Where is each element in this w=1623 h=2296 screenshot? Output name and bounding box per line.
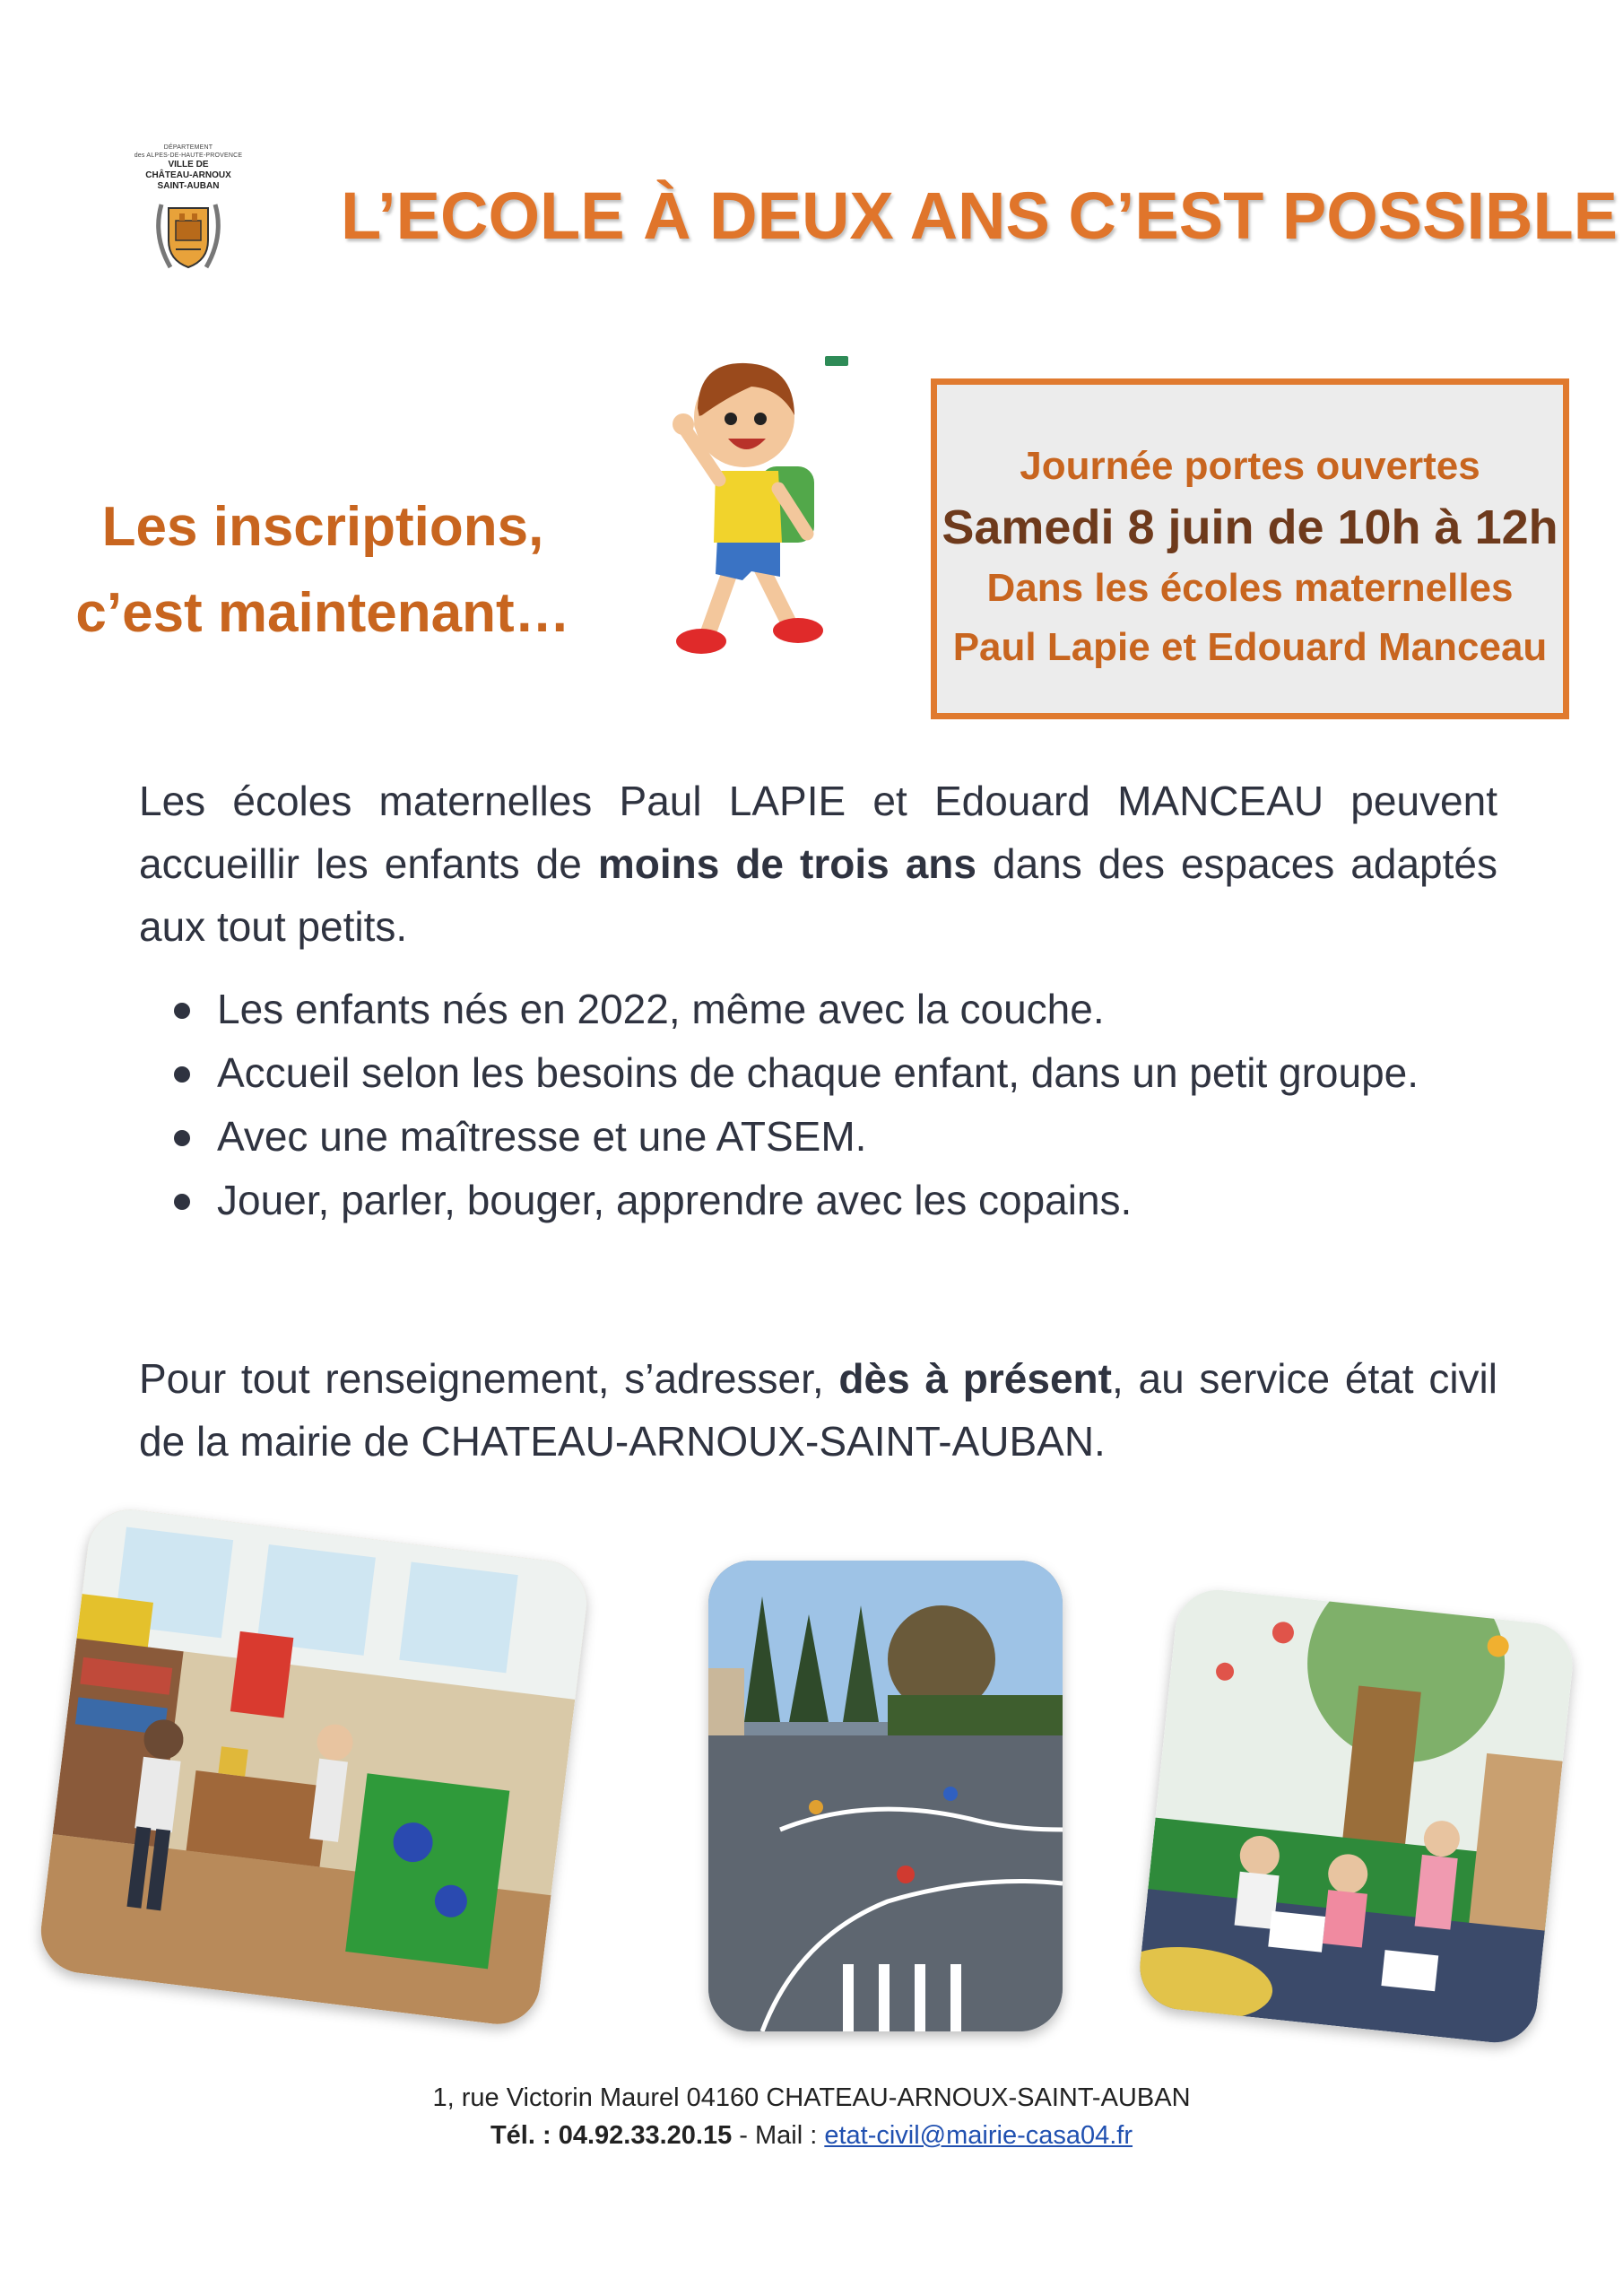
intro-text-1: Les écoles maternelles Paul LAPIE et Edouard MANCEAU peuvent accueillir les enfants de bbox=[139, 778, 1497, 887]
crest-ville: VILLE DE bbox=[168, 160, 209, 170]
town-crest-icon bbox=[143, 196, 233, 276]
tel-number: 04.92.33.20.15 bbox=[558, 2121, 733, 2150]
contact-bold: dès à présent bbox=[838, 1355, 1112, 1402]
footer-contact bbox=[0, 2117, 1623, 2154]
walking-boy-icon bbox=[646, 345, 861, 677]
benefits-list bbox=[170, 978, 1497, 1232]
open-day-location-2: Paul Lapie et Edouard Manceau bbox=[952, 625, 1548, 669]
contact-paragraph bbox=[139, 1347, 1497, 1473]
list-item: Les enfants nés en 2022, même avec la couche. bbox=[170, 978, 1497, 1040]
open-day-location-1: Dans les écoles maternelles bbox=[986, 566, 1514, 610]
footer bbox=[0, 2079, 1623, 2154]
crest-town-1: CHÂTEAU-ARNOUX bbox=[145, 170, 231, 180]
page-title: L’ECOLE À DEUX ANS C’EST POSSIBLE bbox=[341, 178, 1619, 253]
mail-label: - Mail : bbox=[732, 2121, 825, 2150]
registration-headline bbox=[36, 484, 610, 657]
intro-bold: moins de trois ans bbox=[597, 840, 976, 887]
open-day-box bbox=[931, 378, 1569, 719]
contact-text-1: Pour tout renseignement, s’adresser, bbox=[139, 1355, 839, 1402]
intro-text-2: dans des espaces adaptés aux tout petits. bbox=[139, 840, 1497, 950]
list-item: Jouer, parler, bouger, apprendre avec les copains. bbox=[170, 1169, 1497, 1231]
playground-photo bbox=[708, 1561, 1063, 2031]
classroom-photo bbox=[36, 1505, 591, 2029]
list-item: Avec une maîtresse et une ATSEM. bbox=[170, 1105, 1497, 1168]
open-day-date: Samedi 8 juin de 10h à 12h bbox=[942, 500, 1558, 554]
tel-label: Tél. : bbox=[490, 2121, 559, 2150]
town-crest bbox=[126, 144, 251, 296]
footer-address: 1, rue Victorin Maurel 04160 CHATEAU-ARNOUX-SAINT-AUBAN bbox=[432, 2083, 1191, 2112]
crest-town-2: SAINT-AUBAN bbox=[157, 181, 220, 191]
contact-text-2: , au service état civil de la mairie de CHATEAU-ARNOUX-SAINT-AUBAN. bbox=[139, 1355, 1497, 1465]
email-link[interactable]: etat-civil@mairie-casa04.fr bbox=[824, 2121, 1133, 2150]
headline-line-2: c’est maintenant… bbox=[75, 582, 570, 644]
headline-line-1: Les inscriptions, bbox=[101, 496, 544, 558]
open-day-label: Journée portes ouvertes bbox=[1020, 444, 1480, 488]
reading-corner-photo bbox=[1136, 1586, 1577, 2047]
crest-department: DÉPARTEMENT bbox=[163, 144, 213, 151]
list-item: Accueil selon les besoins de chaque enfant, dans un petit groupe. bbox=[170, 1041, 1497, 1104]
intro-paragraph bbox=[139, 770, 1497, 958]
crest-region: des ALPES-DE-HAUTE-PROVENCE bbox=[134, 152, 243, 159]
